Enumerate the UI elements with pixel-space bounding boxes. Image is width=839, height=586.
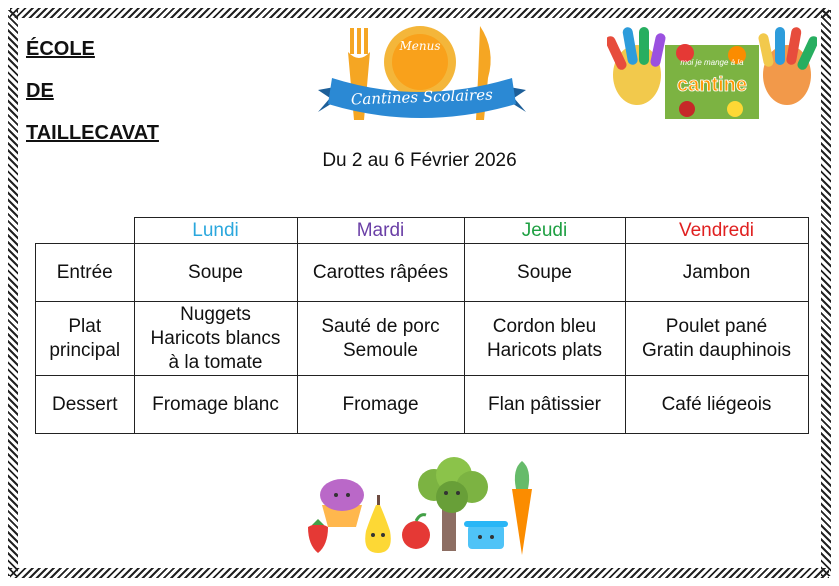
border-bottom (10, 568, 829, 578)
cell-line: Haricots plats (486, 339, 603, 361)
cooking-pot-icon (464, 521, 508, 549)
label-line: Entrée (56, 261, 113, 283)
menu-cell (297, 376, 464, 434)
cantine-hands-logo (607, 25, 817, 125)
cell-line: à la tomate (168, 351, 263, 373)
cell-line: Haricots blancs (150, 327, 281, 349)
cell-line: Soupe (188, 261, 243, 283)
menu-table (35, 217, 809, 434)
menu-cell (464, 244, 625, 302)
cell-line: Flan pâtissier (488, 393, 601, 415)
cell-line: Nuggets (180, 303, 251, 325)
cell-line: Semoule (343, 339, 418, 361)
strawberry-icon (308, 519, 328, 553)
cell-line: Carottes râpées (312, 261, 449, 283)
menu-date: Du 2 au 6 Février 2026 (322, 150, 517, 171)
cell-line: Café liégeois (661, 393, 772, 415)
carrot-icon (512, 461, 532, 555)
logo-menus-text: Menus (399, 39, 441, 53)
menu-cell (464, 302, 625, 376)
school-line-1: ÉCOLE (26, 38, 95, 60)
label-line: Dessert (52, 393, 118, 415)
school-line-2: DE (26, 80, 54, 102)
row-label-dessert (36, 376, 135, 434)
menu-cell (297, 302, 464, 376)
cell-line: Jambon (682, 261, 751, 283)
table-row (36, 376, 809, 434)
row-label-plat (36, 302, 135, 376)
border-left (8, 10, 18, 576)
menu-cell (134, 302, 297, 376)
apple-icon (402, 515, 430, 549)
cell-line: Sauté de porc (321, 315, 440, 337)
menu-cell (464, 376, 625, 434)
side-logo-line-1: moi je mange à la (680, 58, 744, 67)
menu-cell (625, 376, 808, 434)
table-header-row (36, 218, 809, 244)
table-row (36, 244, 809, 302)
cell-line: Fromage (342, 393, 419, 415)
day-header-jeudi: Jeudi (464, 218, 625, 244)
pear-icon (365, 495, 391, 553)
label-line: Plat (68, 315, 102, 337)
menu-cell (625, 244, 808, 302)
row-label-entree (36, 244, 135, 302)
school-line-3: TAILLECAVAT (26, 122, 159, 144)
border-right (821, 10, 831, 576)
school-name (26, 28, 159, 154)
cell-line: Poulet pané (665, 315, 768, 337)
menu-cell (297, 244, 464, 302)
cell-line: Fromage blanc (152, 393, 279, 415)
menu-cell (625, 302, 808, 376)
cell-line: Cordon bleu (492, 315, 597, 337)
table-corner (36, 218, 135, 244)
cell-line: Gratin dauphinois (642, 339, 791, 361)
day-header-lundi: Lundi (134, 218, 297, 244)
side-logo-line-2: cantine (676, 74, 748, 96)
label-line: principal (49, 339, 121, 361)
logo-banner-text: Cantines Scolaires (350, 85, 494, 109)
table-row (36, 302, 809, 376)
food-illustrations (300, 455, 550, 560)
menu-cell (134, 244, 297, 302)
border-top (10, 8, 829, 18)
day-header-mardi: Mardi (297, 218, 464, 244)
cell-line: Soupe (517, 261, 572, 283)
day-header-vendredi: Vendredi (625, 218, 808, 244)
cupcake-icon (320, 479, 364, 527)
menu-cell (134, 376, 297, 434)
cantines-scolaires-logo (312, 20, 532, 135)
